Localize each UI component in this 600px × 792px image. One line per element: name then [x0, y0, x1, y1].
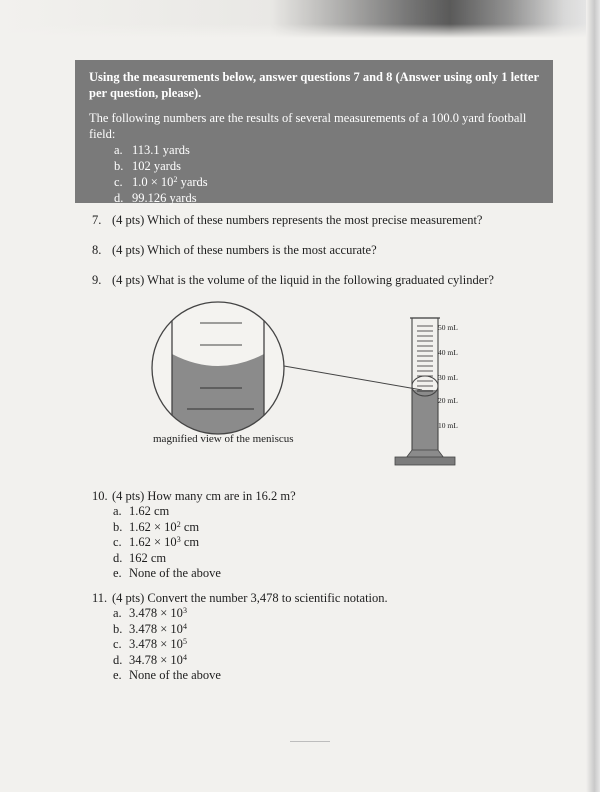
option-letter: a.	[113, 504, 122, 518]
instructions-heading: Using the measurements below, answer questions 7 and 8 (Answer using only 1 letter per question, please).	[89, 70, 539, 100]
list-item	[89, 142, 539, 158]
option-text: None of the above	[129, 566, 221, 580]
list-item	[89, 190, 539, 206]
list-item	[113, 551, 221, 567]
list-item	[89, 158, 539, 174]
question-8	[92, 242, 377, 258]
option-letter: c.	[113, 637, 122, 651]
question-11	[92, 590, 388, 606]
option-letter: c.	[113, 535, 122, 549]
question-7	[92, 212, 482, 228]
option-text: 1.62 × 10	[129, 519, 177, 534]
question-9	[92, 272, 494, 288]
item-text: 99.126 yards	[132, 191, 197, 205]
scale-label: 20 mL	[438, 396, 458, 405]
graduated-cylinder	[395, 318, 455, 465]
page-right-edge	[586, 0, 600, 792]
option-letter: d.	[113, 652, 123, 667]
option-exponent: 5	[182, 637, 187, 646]
option-letter: b.	[113, 621, 123, 636]
option-text: 1.62 × 10	[129, 535, 177, 549]
scale-label: 40 mL	[438, 348, 458, 357]
option-exponent: 4	[182, 652, 187, 662]
option-text: 162 cm	[129, 550, 167, 565]
question-number: 9.	[92, 273, 102, 287]
list-item	[113, 520, 221, 536]
question-text: (4 pts) Which of these numbers is the most accurate?	[112, 243, 377, 257]
list-item	[113, 606, 221, 622]
question-text: (4 pts) Which of these numbers represents the most precise measurement?	[112, 213, 483, 227]
item-letter: c.	[114, 175, 123, 189]
question-text: (4 pts) How many cm are in 16.2 m?	[112, 489, 296, 503]
question-text: (4 pts) What is the volume of the liquid in the following graduated cylinder?	[112, 273, 494, 287]
option-text: 1.62 cm	[129, 504, 170, 518]
option-text: 34.78 × 10	[129, 652, 183, 667]
question-number: 7.	[92, 213, 102, 227]
item-letter: a.	[114, 143, 123, 157]
option-unit: cm	[180, 519, 200, 534]
question-10-options	[113, 504, 221, 582]
option-exponent: 4	[182, 621, 187, 631]
item-letter: b.	[114, 159, 124, 173]
instructions-box	[75, 60, 553, 203]
list-item	[113, 653, 221, 669]
list-item	[113, 622, 221, 638]
option-text: 3.478 × 10	[129, 637, 183, 651]
question-number: 10.	[92, 489, 108, 503]
list-item	[113, 535, 221, 551]
question-number: 8.	[92, 243, 102, 257]
list-item	[89, 174, 539, 190]
scale-label: 50 mL	[438, 323, 458, 332]
option-letter: e.	[113, 566, 122, 580]
question-text: (4 pts) Convert the number 3,478 to scientific notation.	[112, 591, 388, 605]
pointer-line	[284, 366, 422, 390]
item-exponent: 2	[173, 175, 178, 184]
option-letter: a.	[113, 606, 122, 620]
item-letter: d.	[114, 191, 124, 205]
item-unit: yards	[177, 175, 208, 189]
figure-caption: magnified view of the meniscus	[153, 433, 294, 445]
scale-label: 30 mL	[438, 373, 458, 382]
option-text: None of the above	[129, 668, 221, 682]
option-text: 3.478 × 10	[129, 606, 183, 620]
option-exponent: 2	[176, 519, 181, 529]
option-text: 3.478 × 10	[129, 621, 183, 636]
option-exponent: 3	[176, 535, 181, 544]
option-exponent: 3	[182, 606, 187, 615]
option-letter: d.	[113, 550, 123, 565]
option-letter: e.	[113, 668, 122, 682]
list-item	[113, 504, 221, 520]
magnified-meniscus	[150, 298, 290, 438]
item-text: 1.0 × 10	[132, 175, 174, 189]
page-top-shadow	[0, 0, 600, 38]
question-number: 11.	[92, 591, 108, 605]
scale-label: 10 mL	[438, 421, 458, 430]
footer-rule	[290, 741, 330, 742]
measurement-list	[89, 142, 539, 206]
question-11-options	[113, 606, 221, 684]
item-text: 113.1 yards	[132, 143, 190, 157]
item-text: 102 yards	[132, 159, 181, 173]
option-letter: b.	[113, 519, 123, 534]
list-item	[113, 668, 221, 684]
option-unit: cm	[180, 535, 200, 549]
list-item	[113, 566, 221, 582]
instructions-intro: The following numbers are the results of several measurements of a 100.0 yard football field:	[89, 111, 527, 141]
question-10	[92, 488, 296, 504]
list-item	[113, 637, 221, 653]
